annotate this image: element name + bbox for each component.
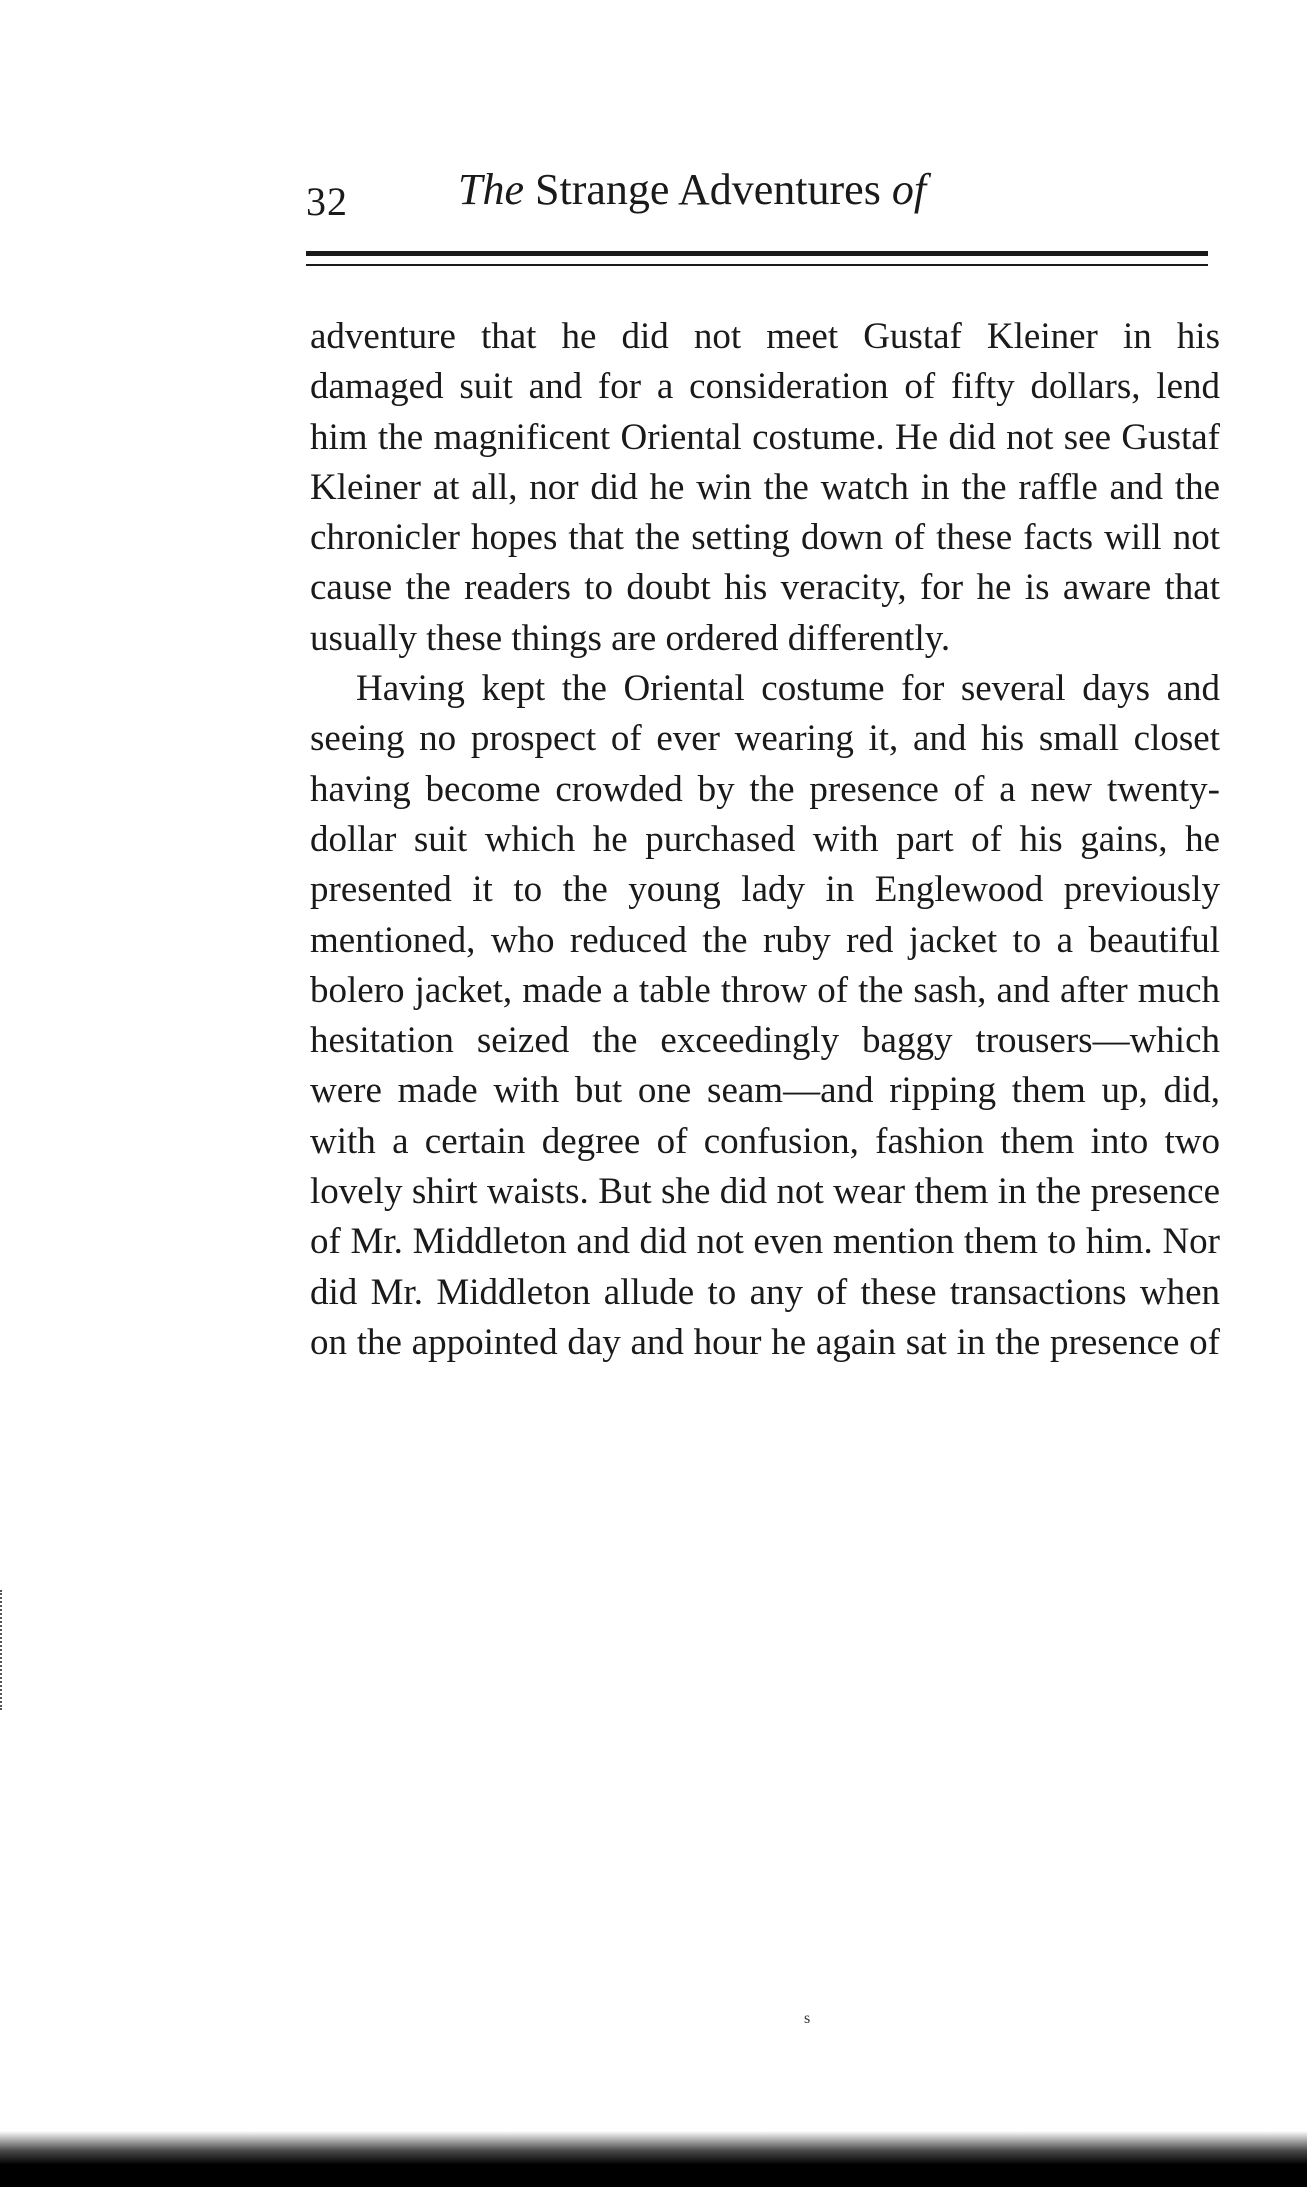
running-head-suffix: of — [891, 165, 927, 214]
paragraph: Having kept the Oriental costume for several days and seeing no prospect of ever wearing it, and his small closet having become crowded by the presence of a new twenty-dollar suit which he purchased with part of his gains, he presented it to the young lady in Englewood previously mentioned, who reduced the ruby red jacket to a beautiful bolero jacket, made a table throw of the sash, and after much hesitation seized the exceedingly baggy trousers—which were made with but one seam—and ripping them up, did, with a certain degree of confusion, fashion them into two lovely shirt waists. But she did not wear them in the presence of Mr. Middleton and did not even mention them to him. Nor did Mr. Middleton allude to any of these transactions when on the appointed day and hour he again sat in the presence of — [310, 668, 1220, 1363]
scan-speckle — [0, 1590, 12, 1710]
running-head — [458, 164, 926, 215]
body-text — [310, 312, 1220, 1368]
running-head-title: Strange Adventures — [535, 165, 881, 214]
scan-bottom-edge — [0, 2131, 1307, 2187]
header-rule-thick — [306, 251, 1208, 256]
page-number: 32 — [306, 179, 348, 224]
paragraph-continued: adventure that he did not meet Gustaf Kleiner in his damaged suit and for a consideration of fifty dollars, lend him the magnificent Oriental costume. He did not see Gustaf Kleiner at all, nor did he win the watch in the raffle and the chronicler hopes that the setting down of these facts will not cause the readers to doubt his veracity, for he is aware that usually these things are ordered differently. — [310, 316, 1220, 659]
stray-mark: s — [804, 2010, 811, 2027]
header-rule-thin — [306, 264, 1208, 266]
running-head-prefix: The — [458, 165, 524, 214]
